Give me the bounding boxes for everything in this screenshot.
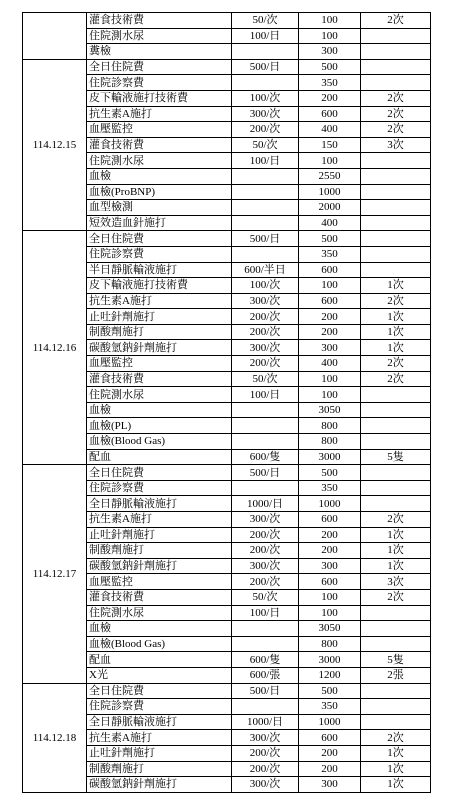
unit-price-cell: 50/次 [232, 13, 299, 29]
billing-item-cell: 住院診察費 [87, 699, 232, 715]
count-cell [361, 75, 431, 91]
amount-cell: 100 [299, 13, 361, 29]
amount-cell: 800 [299, 434, 361, 450]
count-cell: 1次 [361, 278, 431, 294]
unit-price-cell: 100/日 [232, 387, 299, 403]
amount-cell: 3050 [299, 402, 361, 418]
amount-cell: 100 [299, 589, 361, 605]
count-cell: 2次 [361, 90, 431, 106]
unit-price-cell: 200/次 [232, 356, 299, 372]
table-row [23, 13, 431, 29]
amount-cell: 500 [299, 465, 361, 481]
count-cell: 1次 [361, 745, 431, 761]
unit-price-cell [232, 636, 299, 652]
billing-item-cell: 碳酸氫鈉針劑施打 [87, 777, 232, 793]
billing-item-cell: X光 [87, 667, 232, 683]
count-cell [361, 465, 431, 481]
table-row [23, 465, 431, 481]
count-cell: 2次 [361, 106, 431, 122]
unit-price-cell [232, 215, 299, 231]
amount-cell: 350 [299, 246, 361, 262]
amount-cell: 3000 [299, 652, 361, 668]
billing-item-cell: 止吐針劑施打 [87, 527, 232, 543]
count-cell: 1次 [361, 340, 431, 356]
count-cell [361, 44, 431, 60]
billing-item-cell: 血檢 [87, 402, 232, 418]
billing-item-cell: 住院測水尿 [87, 387, 232, 403]
unit-price-cell [232, 44, 299, 60]
unit-price-cell: 50/次 [232, 371, 299, 387]
billing-item-cell: 灌食技術費 [87, 589, 232, 605]
billing-item-cell: 血檢(Blood Gas) [87, 636, 232, 652]
unit-price-cell [232, 184, 299, 200]
billing-item-cell: 全日住院費 [87, 683, 232, 699]
billing-item-cell: 全日靜脈輸液施打 [87, 714, 232, 730]
count-cell: 1次 [361, 309, 431, 325]
billing-item-cell: 灌食技術費 [87, 371, 232, 387]
count-cell [361, 231, 431, 247]
unit-price-cell [232, 75, 299, 91]
unit-price-cell: 600/半日 [232, 262, 299, 278]
count-cell: 3次 [361, 574, 431, 590]
count-cell: 2次 [361, 13, 431, 29]
count-cell: 2次 [361, 356, 431, 372]
count-cell: 2次 [361, 293, 431, 309]
unit-price-cell: 1000/日 [232, 714, 299, 730]
unit-price-cell: 200/次 [232, 324, 299, 340]
billing-item-cell: 住院測水尿 [87, 605, 232, 621]
billing-item-cell: 抗生素A施打 [87, 512, 232, 528]
unit-price-cell: 300/次 [232, 512, 299, 528]
billing-item-cell: 制酸劑施打 [87, 761, 232, 777]
unit-price-cell: 100/日 [232, 605, 299, 621]
amount-cell: 600 [299, 574, 361, 590]
billing-item-cell: 全日住院費 [87, 59, 232, 75]
billing-item-cell: 糞檢 [87, 44, 232, 60]
amount-cell: 1000 [299, 496, 361, 512]
count-cell [361, 480, 431, 496]
billing-item-cell: 住院診察費 [87, 480, 232, 496]
unit-price-cell: 500/日 [232, 465, 299, 481]
amount-cell: 100 [299, 153, 361, 169]
billing-item-cell: 半日靜脈輸液施打 [87, 262, 232, 278]
count-cell [361, 246, 431, 262]
unit-price-cell: 50/次 [232, 137, 299, 153]
date-cell: 114.12.15 [23, 59, 87, 231]
amount-cell: 200 [299, 324, 361, 340]
count-cell [361, 683, 431, 699]
amount-cell: 600 [299, 262, 361, 278]
count-cell [361, 215, 431, 231]
billing-item-cell: 碳酸氫鈉針劑施打 [87, 340, 232, 356]
count-cell [361, 28, 431, 44]
billing-item-cell: 皮下輸液施打技術費 [87, 90, 232, 106]
billing-item-cell: 住院診察費 [87, 75, 232, 91]
amount-cell: 300 [299, 44, 361, 60]
amount-cell: 200 [299, 761, 361, 777]
billing-item-cell: 灌食技術費 [87, 13, 232, 29]
amount-cell: 1000 [299, 184, 361, 200]
billing-table-body [23, 13, 431, 793]
count-cell [361, 387, 431, 403]
unit-price-cell [232, 402, 299, 418]
count-cell [361, 621, 431, 637]
amount-cell: 500 [299, 683, 361, 699]
unit-price-cell [232, 480, 299, 496]
billing-item-cell: 血檢(PL) [87, 418, 232, 434]
billing-item-cell: 抗生素A施打 [87, 730, 232, 746]
unit-price-cell: 300/次 [232, 340, 299, 356]
unit-price-cell: 200/次 [232, 527, 299, 543]
amount-cell: 600 [299, 293, 361, 309]
amount-cell: 3000 [299, 449, 361, 465]
unit-price-cell: 500/日 [232, 231, 299, 247]
count-cell: 5隻 [361, 449, 431, 465]
count-cell: 2次 [361, 589, 431, 605]
amount-cell: 100 [299, 605, 361, 621]
count-cell: 5隻 [361, 652, 431, 668]
unit-price-cell: 50/次 [232, 589, 299, 605]
count-cell [361, 496, 431, 512]
amount-cell: 1000 [299, 714, 361, 730]
unit-price-cell: 300/次 [232, 293, 299, 309]
billing-item-cell: 皮下輸液施打技術費 [87, 278, 232, 294]
unit-price-cell [232, 418, 299, 434]
count-cell: 3次 [361, 137, 431, 153]
count-cell [361, 714, 431, 730]
unit-price-cell: 100/日 [232, 153, 299, 169]
count-cell: 1次 [361, 777, 431, 793]
amount-cell: 200 [299, 309, 361, 325]
count-cell [361, 59, 431, 75]
amount-cell: 500 [299, 59, 361, 75]
billing-item-cell: 制酸劑施打 [87, 324, 232, 340]
unit-price-cell [232, 621, 299, 637]
count-cell [361, 153, 431, 169]
billing-item-cell: 血壓監控 [87, 122, 232, 138]
unit-price-cell: 100/次 [232, 278, 299, 294]
amount-cell: 150 [299, 137, 361, 153]
unit-price-cell: 500/日 [232, 683, 299, 699]
amount-cell: 350 [299, 699, 361, 715]
billing-item-cell: 血壓監控 [87, 574, 232, 590]
billing-item-cell: 灌食技術費 [87, 137, 232, 153]
amount-cell: 600 [299, 106, 361, 122]
unit-price-cell: 200/次 [232, 309, 299, 325]
count-cell: 1次 [361, 527, 431, 543]
unit-price-cell [232, 168, 299, 184]
unit-price-cell [232, 200, 299, 216]
amount-cell: 1200 [299, 667, 361, 683]
billing-item-cell: 血檢(ProBNP) [87, 184, 232, 200]
unit-price-cell [232, 246, 299, 262]
billing-item-cell: 全日住院費 [87, 231, 232, 247]
amount-cell: 100 [299, 387, 361, 403]
amount-cell: 200 [299, 90, 361, 106]
billing-item-cell: 止吐針劑施打 [87, 309, 232, 325]
billing-item-cell: 制酸劑施打 [87, 543, 232, 559]
amount-cell: 400 [299, 122, 361, 138]
billing-item-cell: 血檢(Blood Gas) [87, 434, 232, 450]
billing-item-cell: 短效造血針施打 [87, 215, 232, 231]
count-cell [361, 402, 431, 418]
amount-cell: 600 [299, 512, 361, 528]
count-cell: 2次 [361, 122, 431, 138]
amount-cell: 500 [299, 231, 361, 247]
amount-cell: 400 [299, 356, 361, 372]
amount-cell: 350 [299, 75, 361, 91]
unit-price-cell: 200/次 [232, 574, 299, 590]
amount-cell: 100 [299, 28, 361, 44]
billing-item-cell: 血檢 [87, 168, 232, 184]
count-cell [361, 168, 431, 184]
unit-price-cell: 300/次 [232, 777, 299, 793]
unit-price-cell: 600/隻 [232, 449, 299, 465]
billing-item-cell: 抗生素A施打 [87, 293, 232, 309]
amount-cell: 3050 [299, 621, 361, 637]
count-cell [361, 184, 431, 200]
billing-item-cell: 全日靜脈輸液施打 [87, 496, 232, 512]
unit-price-cell [232, 434, 299, 450]
billing-item-cell: 血型檢測 [87, 200, 232, 216]
count-cell: 1次 [361, 558, 431, 574]
count-cell: 2次 [361, 512, 431, 528]
billing-item-cell: 全日住院費 [87, 465, 232, 481]
unit-price-cell: 100/日 [232, 28, 299, 44]
count-cell: 1次 [361, 543, 431, 559]
count-cell [361, 605, 431, 621]
amount-cell: 600 [299, 730, 361, 746]
date-cell: 114.12.16 [23, 231, 87, 465]
count-cell [361, 699, 431, 715]
amount-cell: 800 [299, 636, 361, 652]
unit-price-cell: 300/次 [232, 730, 299, 746]
amount-cell: 350 [299, 480, 361, 496]
count-cell [361, 636, 431, 652]
unit-price-cell: 200/次 [232, 761, 299, 777]
unit-price-cell: 1000/日 [232, 496, 299, 512]
count-cell [361, 418, 431, 434]
date-cell: 114.12.18 [23, 683, 87, 792]
billing-item-cell: 抗生素A施打 [87, 106, 232, 122]
table-row [23, 231, 431, 247]
billing-item-cell: 碳酸氫鈉針劑施打 [87, 558, 232, 574]
count-cell: 2次 [361, 371, 431, 387]
count-cell: 1次 [361, 761, 431, 777]
amount-cell: 200 [299, 745, 361, 761]
count-cell [361, 434, 431, 450]
unit-price-cell [232, 699, 299, 715]
amount-cell: 100 [299, 278, 361, 294]
billing-item-cell: 配血 [87, 449, 232, 465]
table-row [23, 59, 431, 75]
unit-price-cell: 500/日 [232, 59, 299, 75]
table-row [23, 683, 431, 699]
unit-price-cell: 600/張 [232, 667, 299, 683]
amount-cell: 2000 [299, 200, 361, 216]
amount-cell: 300 [299, 558, 361, 574]
billing-item-cell: 住院診察費 [87, 246, 232, 262]
unit-price-cell: 300/次 [232, 106, 299, 122]
amount-cell: 400 [299, 215, 361, 231]
billing-item-cell: 住院測水尿 [87, 153, 232, 169]
unit-price-cell: 200/次 [232, 543, 299, 559]
amount-cell: 200 [299, 543, 361, 559]
unit-price-cell: 100/次 [232, 90, 299, 106]
billing-item-cell: 住院測水尿 [87, 28, 232, 44]
billing-item-cell: 止吐針劑施打 [87, 745, 232, 761]
billing-table [22, 12, 431, 793]
billing-item-cell: 血壓監控 [87, 356, 232, 372]
amount-cell: 200 [299, 527, 361, 543]
amount-cell: 2550 [299, 168, 361, 184]
billing-item-cell: 配血 [87, 652, 232, 668]
unit-price-cell: 300/次 [232, 558, 299, 574]
date-cell [23, 13, 87, 60]
unit-price-cell: 200/次 [232, 122, 299, 138]
unit-price-cell: 600/隻 [232, 652, 299, 668]
unit-price-cell: 200/次 [232, 745, 299, 761]
count-cell [361, 262, 431, 278]
count-cell: 1次 [361, 324, 431, 340]
count-cell: 2張 [361, 667, 431, 683]
amount-cell: 300 [299, 777, 361, 793]
count-cell: 2次 [361, 730, 431, 746]
amount-cell: 100 [299, 371, 361, 387]
date-cell: 114.12.17 [23, 465, 87, 683]
amount-cell: 800 [299, 418, 361, 434]
count-cell [361, 200, 431, 216]
billing-item-cell: 血檢 [87, 621, 232, 637]
amount-cell: 300 [299, 340, 361, 356]
